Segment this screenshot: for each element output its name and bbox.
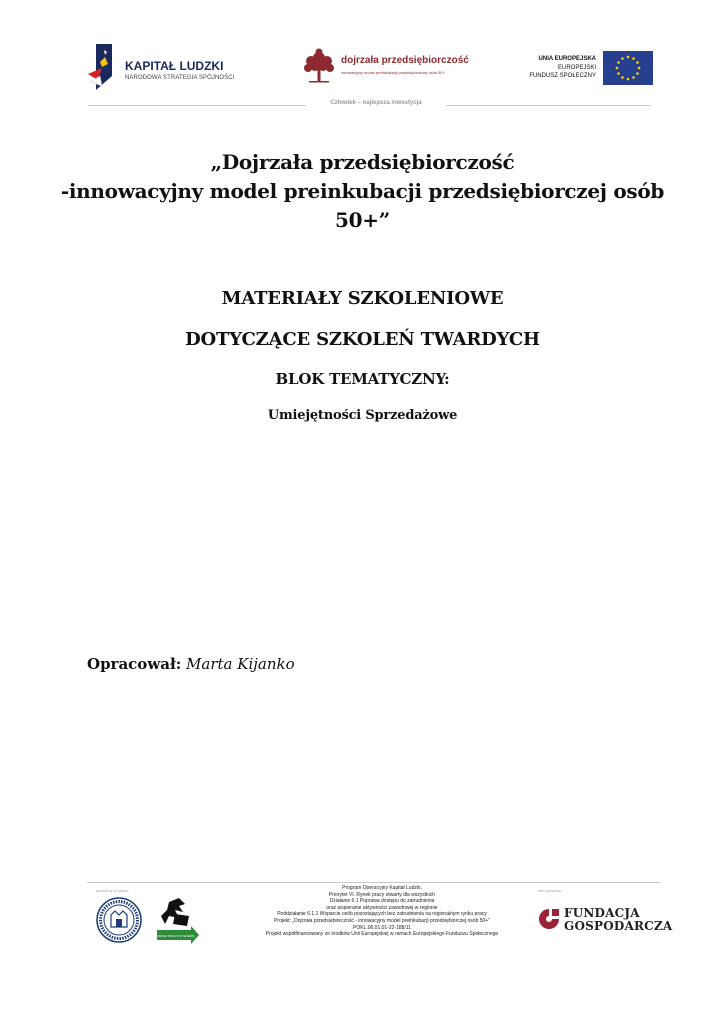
fundacja-line-2: GOSPODARCZA	[564, 919, 673, 933]
program-line: Działanie 6.1 Poprawa dostępu do zatrudnienia	[329, 898, 435, 905]
header-rule-left	[88, 105, 306, 106]
kapital-ludzki-subtitle: NARODOWA STRATEGIA SPÓJNOŚCI	[125, 75, 235, 81]
program-line: oraz wspieranie aktywności zawodowej w regionie	[326, 904, 438, 911]
program-line: Poddziałanie 6.1.1 Wsparcie osób pozostających bez zatrudnienia na regionalnym rynku pracy	[277, 911, 487, 918]
section-heading-1: MATERIAŁY SZKOLENIOWE	[221, 288, 504, 309]
eu-flag-icon	[603, 51, 653, 85]
header-rule-right	[446, 105, 651, 106]
eu-logo	[525, 50, 653, 86]
author-line	[87, 655, 295, 673]
footer-rule	[87, 882, 660, 883]
author-name: Marta Kijanko	[186, 655, 295, 673]
university-seal-icon	[96, 897, 142, 943]
fundacja-gospodarcza-logo	[538, 906, 673, 934]
tree-icon	[300, 47, 338, 85]
document-title-line-1: „Dojrzała przedsiębiorczość	[210, 150, 515, 174]
eu-line-2: EUROPEJSKI	[557, 65, 596, 71]
project-logo-subtitle: innowacyjny model preinkubacji przedsiębiorczej osób 50+	[341, 70, 445, 75]
fundacja-line-1: FUNDACJA	[564, 906, 640, 920]
document-title-line-3: 50+”	[335, 208, 390, 232]
kapital-ludzki-mark-icon	[88, 44, 122, 92]
eu-line-1: UNIA EUROPEJSKA	[538, 56, 596, 62]
tagline: Człowiek – najlepsza inwestycja	[330, 100, 422, 106]
fundacja-gospodarcza-mark-icon	[538, 908, 560, 930]
urzad-pracy-logo	[155, 896, 201, 948]
project-logo	[300, 47, 470, 87]
program-line: Projekt: „Dojrzała przedsiębiorczość - innowacyjny model preinkubacji przedsiębiorczej osób 50+”	[274, 917, 490, 924]
program-line: Projekt współfinansowany ze środków Unii Europejskiej w ramach Europejskiego Funduszu Społecznego	[265, 931, 499, 938]
block-label: BLOK TEMATYCZNY:	[275, 370, 450, 388]
program-line: Program Operacyjny Kapitał Ludzki,	[342, 885, 422, 891]
program-line: Priorytet VI. Rynek pracy otwarty dla wszystkich	[328, 891, 436, 898]
kapital-ludzki-title: KAPITAŁ LUDZKI	[125, 59, 224, 73]
kapital-ludzki-logo	[88, 44, 248, 92]
leader-label: lider projektu:	[538, 888, 563, 893]
author-label: Opracował:	[87, 655, 182, 673]
block-topic: Umiejętności Sprzedażowe	[267, 408, 458, 423]
partners-label: partnerzy projektu:	[96, 888, 130, 893]
program-info	[232, 885, 532, 938]
project-logo-title: dojrzała przedsiębiorczość	[341, 55, 469, 66]
urzad-pracy-text: URZĄD PRACY W SKIERN	[157, 934, 195, 938]
document-title-line-2: -innowacyjny model preinkubacji przedsiębiorczej osób	[60, 179, 665, 203]
eu-line-3: FUNDUSZ SPOŁECZNY	[529, 73, 596, 79]
section-heading-2: DOTYCZĄCE SZKOLEŃ TWARDYCH	[185, 329, 540, 350]
program-line: POKL.06.01.01-22-188/11	[352, 924, 411, 931]
